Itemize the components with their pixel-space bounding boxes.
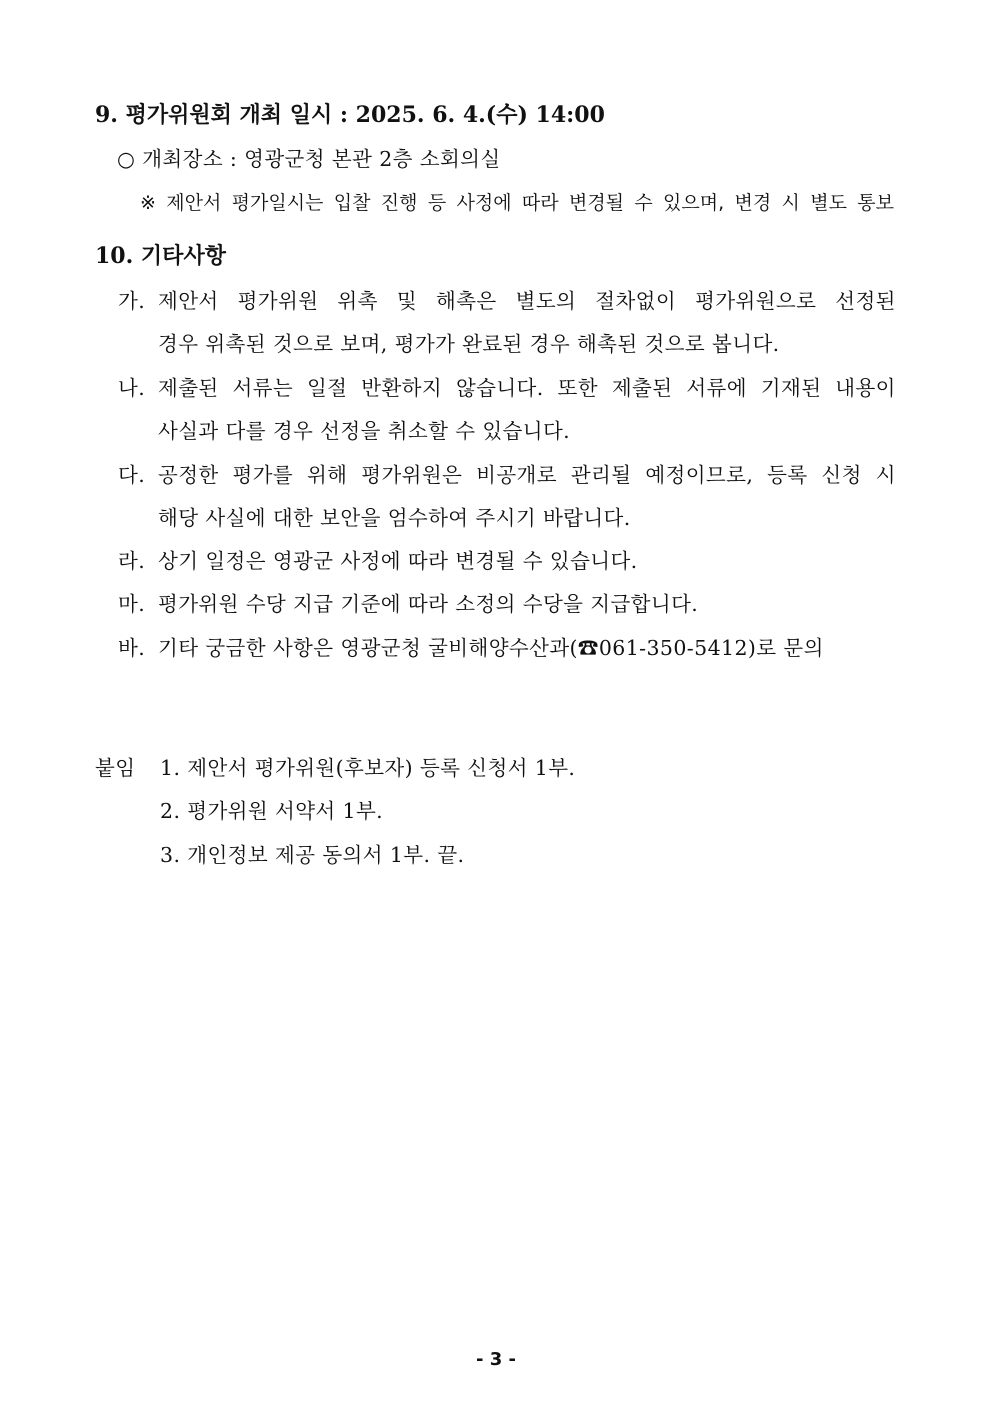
section-10-title: 10. 기타사항 — [95, 243, 226, 269]
page-number: - 3 - — [476, 1349, 516, 1370]
attachment-item-1: 1. 제안서 평가위원(후보자) 등록 신청서 1부. — [160, 756, 576, 780]
schedule-change-note: ※ 제안서 평가일시는 입찰 진행 등 사정에 따라 변경될 수 있으며, 변경 시 별도 통보 — [140, 192, 894, 214]
item-ra-line1: 상기 일정은 영광군 사정에 따라 변경될 수 있습니다. — [158, 549, 638, 573]
attachments-label: 붙임 — [95, 756, 136, 780]
section-9-title: 9. 평가위원회 개최 일시 : 2025. 6. 4.(수) 14:00 — [95, 102, 605, 128]
item-marker-ma: 마. — [118, 592, 146, 616]
venue-line: ○ 개최장소 : 영광군청 본관 2층 소회의실 — [117, 147, 501, 171]
item-ba-line1: 기타 궁금한 사항은 영광군청 굴비해양수산과(☎061-350-5412)로 문의 — [158, 636, 824, 660]
item-marker-ga: 가. — [118, 289, 146, 313]
item-na-line2: 사실과 다를 경우 선정을 취소할 수 있습니다. — [158, 419, 571, 443]
item-da-line1: 공정한 평가를 위해 평가위원은 비공개로 관리될 예정이므로, 등록 신청 시 — [158, 463, 896, 487]
item-na-line1: 제출된 서류는 일절 반환하지 않습니다. 또한 제출된 서류에 기재된 내용이 — [158, 376, 896, 400]
attachment-item-3: 3. 개인정보 제공 동의서 1부. 끝. — [160, 843, 465, 867]
item-ga-line1: 제안서 평가위원 위촉 및 해촉은 별도의 절차없이 평가위원으로 선정된 — [158, 289, 896, 313]
item-da-line2: 해당 사실에 대한 보안을 엄수하여 주시기 바랍니다. — [158, 506, 631, 530]
item-marker-na: 나. — [118, 376, 146, 400]
attachment-item-2: 2. 평가위원 서약서 1부. — [160, 799, 384, 823]
item-marker-ba: 바. — [118, 636, 146, 660]
item-marker-da: 다. — [118, 463, 146, 487]
item-marker-ra: 라. — [118, 549, 146, 573]
item-ga-line2: 경우 위촉된 것으로 보며, 평가가 완료된 경우 해촉된 것으로 봅니다. — [158, 332, 780, 356]
item-ma-line1: 평가위원 수당 지급 기준에 따라 소정의 수당을 지급합니다. — [158, 592, 699, 616]
